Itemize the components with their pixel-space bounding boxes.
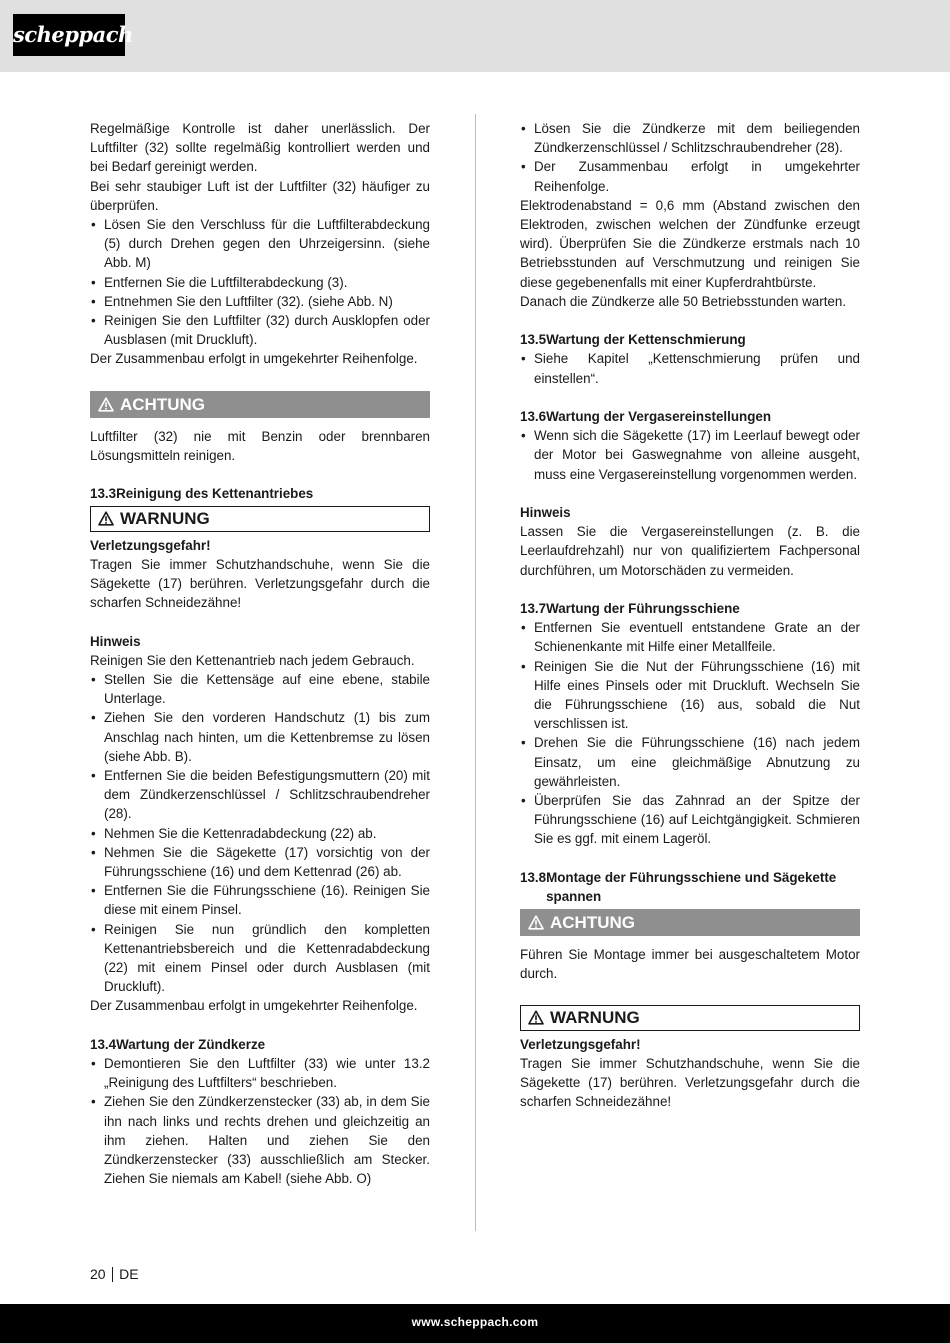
list-item: • Entfernen Sie die beiden Befestigungsmuttern (20) mit dem Zündkerzenschlüssel / Schlitzschraubendreher (28). <box>90 766 430 824</box>
list-item: • Nehmen Sie die Kettenradabdeckung (22) ab. <box>90 824 430 843</box>
section-title: Wartung der Zündkerze <box>116 1036 266 1052</box>
section-heading <box>90 1035 430 1054</box>
right-column <box>520 119 860 1112</box>
paragraph: Reinigen Sie den Kettenantrieb nach jedem Gebrauch. <box>90 652 415 668</box>
list-item: • Entfernen Sie die Führungsschiene (16). Reinigen Sie diese mit einem Pinsel. <box>90 881 430 919</box>
warning-triangle-icon <box>98 397 114 412</box>
list-item: • Demontieren Sie den Luftfilter (33) wie unter 13.2 „Reinigung des Luftfilters“ beschrieben. <box>90 1054 430 1092</box>
list-item: • Lösen Sie die Zündkerze mit dem beiliegenden Zündkerzenschlüssel / Schlitzschraubendreher (28). <box>520 119 860 157</box>
list-item: • Reinigen Sie den Luftfilter (32) durch Ausklopfen oder Ausblasen (mit Druckluft). <box>90 311 430 349</box>
section-number: 13.7 <box>520 601 547 617</box>
section-number: 13.8 <box>520 869 547 885</box>
list-item: • Reinigen Sie nun gründlich den kompletten Kettenantriebsbereich und die Kettenradabdeckung (22) mit einem Pinsel oder durch Ausblasen (mit Druckluft). <box>90 920 430 997</box>
paragraph: Regelmäßige Kontrolle ist daher unerlässlich. Der Luftfilter (32) sollte regelmäßig kontrolliert werden und bei Bedarf gereinigt werden. <box>90 121 430 175</box>
list-item: • Entfernen Sie die Luftfilterabdeckung (3). <box>90 273 430 292</box>
footer-separator <box>112 1267 114 1282</box>
language-code: DE <box>119 1266 139 1282</box>
list-item: • Drehen Sie die Führungsschiene (16) nach jedem Einsatz, um eine gleichmäßige Abnutzung zu gewährleisten. <box>520 733 860 791</box>
subheading: Hinweis <box>520 505 571 521</box>
section-heading <box>520 407 860 426</box>
subheading: Hinweis <box>90 633 141 649</box>
section-title: Wartung der Führungsschiene <box>546 601 740 617</box>
section-number: 13.3 <box>90 486 117 502</box>
section-number: 13.4 <box>90 1036 117 1052</box>
section-title: Montage der Führungsschiene und Sägekette spannen <box>546 869 837 905</box>
bullet-list <box>90 1054 430 1188</box>
paragraph: Lassen Sie die Vergasereinstellungen (z. B. die Leerlaufdrehzahl) nur von qualifiziertem Fachpersonal durchführen, um Motorschäden zu vermeiden. <box>520 524 860 578</box>
warning-triangle-icon <box>528 1010 544 1025</box>
section-heading <box>520 599 860 618</box>
paragraph: Luftfilter (32) nie mit Benzin oder brennbaren Lösungsmitteln reinigen. <box>90 428 430 464</box>
section-heading <box>90 484 430 503</box>
paragraph: Danach die Zündkerze alle 50 Betriebsstunden warten. <box>520 293 847 309</box>
list-item: • Der Zusammenbau erfolgt in umgekehrter Reihenfolge. <box>520 157 860 195</box>
caution-label: ACHTUNG <box>120 394 205 414</box>
warning-label: WARNUNG <box>120 509 210 529</box>
page-number: 20 <box>90 1266 106 1282</box>
section-heading <box>520 330 860 349</box>
bullet-list <box>90 215 430 349</box>
list-item: • Ziehen Sie den vorderen Handschutz (1) bis zum Anschlag nach hinten, um die Kettenbremse zu lösen (siehe Abb. B). <box>90 708 430 766</box>
section-title: Reinigung des Kettenantriebes <box>116 486 314 502</box>
warning-box <box>520 1005 860 1031</box>
paragraph: Der Zusammenbau erfolgt in umgekehrter Reihenfolge. <box>90 351 418 367</box>
list-item: • Überprüfen Sie das Zahnrad an der Spitze der Führungsschiene (16) auf Leichtgängigkeit. Schmieren Sie es ggf. mit einem Lageröl. <box>520 791 860 849</box>
paragraph: Tragen Sie immer Schutzhandschuhe, wenn Sie die Sägekette (17) berühren. Verletzungsgefahr durch die scharfen Schneidezähne! <box>90 556 430 611</box>
list-item: • Lösen Sie den Verschluss für die Luftfilterabdeckung (5) durch Drehen gegen den Uhrzeigersinn. (siehe Abb. M) <box>90 215 430 273</box>
list-item: • Entnehmen Sie den Luftfilter (32). (siehe Abb. N) <box>90 292 430 311</box>
paragraph: Tragen Sie immer Schutzhandschuhe, wenn Sie die Sägekette (17) berühren. Verletzungsgefahr durch die scharfen Schneidezähne! <box>520 1056 860 1110</box>
warning-label: WARNUNG <box>550 1008 640 1028</box>
caution-box <box>520 909 860 936</box>
bullet-list <box>90 670 430 996</box>
footer-band <box>0 1304 950 1343</box>
warning-triangle-icon <box>98 511 114 526</box>
bullet-list <box>520 426 860 484</box>
section-heading <box>520 868 860 906</box>
list-item: • Nehmen Sie die Sägekette (17) vorsichtig von der Führungsschiene (16) und dem Kettenrad (26) ab. <box>90 843 430 881</box>
paragraph: Elektrodenabstand = 0,6 mm (Abstand zwischen den Elektroden, zwischen welchen der Zündfunke erzeugt wird). Überprüfen Sie die Zündkerze erstmals nach 10 Betriebsstunden auf Verschmutzung und reinigen Sie diese gegebenenfalls mit einer Kupferdrahtbürste. <box>520 197 860 290</box>
paragraph: Führen Sie Montage immer bei ausgeschaltetem Motor durch. <box>520 947 860 982</box>
section-number: 13.5 <box>520 332 547 348</box>
list-item: • Reinigen Sie die Nut der Führungsschiene (16) mit Hilfe eines Pinsels oder mit Druckluft. Wechseln Sie die Führungsschiene (16) aus, sobald die Nut verschlissen ist. <box>520 657 860 734</box>
section-number: 13.6 <box>520 409 547 425</box>
caution-label: ACHTUNG <box>550 913 635 933</box>
bullet-list <box>520 349 860 387</box>
caution-box <box>90 391 430 418</box>
header-band <box>0 0 950 72</box>
subheading: Verletzungsgefahr! <box>90 537 211 553</box>
list-item: • Stellen Sie die Kettensäge auf eine ebene, stabile Unterlage. <box>90 670 430 708</box>
warning-triangle-icon <box>528 915 544 930</box>
warning-box <box>90 506 430 532</box>
column-divider <box>475 114 476 1231</box>
bullet-list <box>520 618 860 848</box>
list-item: • Siehe Kapitel „Kettenschmierung prüfen und einstellen“. <box>520 349 860 387</box>
paragraph: Der Zusammenbau erfolgt in umgekehrter Reihenfolge. <box>90 998 418 1014</box>
brand-logo: scheppach <box>13 14 125 56</box>
section-title: Wartung der Kettenschmierung <box>546 332 746 348</box>
subheading: Verletzungsgefahr! <box>520 1036 641 1052</box>
list-item: • Ziehen Sie den Zündkerzenstecker (33) ab, in dem Sie ihn nach links und rechts drehen und gleichzeitig an ihm ziehen. Halten und ziehen Sie den Zündkerzenstecker (33) ausschließlich am Stecker. Ziehen Sie niemals am Kabel! (siehe Abb. O) <box>90 1092 430 1188</box>
section-title: Wartung der Vergasereinstellungen <box>546 409 772 425</box>
list-item: • Wenn sich die Sägekette (17) im Leerlauf bewegt oder der Motor bei Gaswegnahme von alleine ausgeht, muss eine Vergasereinstellung vorgenommen werden. <box>520 426 860 484</box>
page-footer-number <box>90 1265 139 1283</box>
left-column <box>90 119 430 1189</box>
paragraph: Bei sehr staubiger Luft ist der Luftfilter (32) häufiger zu überprüfen. <box>90 178 430 213</box>
bullet-list <box>520 119 860 196</box>
list-item: • Entfernen Sie eventuell entstandene Grate an der Schienenkante mit Hilfe einer Metallfeile. <box>520 618 860 656</box>
website-link[interactable]: www.scheppach.com <box>411 1315 539 1329</box>
